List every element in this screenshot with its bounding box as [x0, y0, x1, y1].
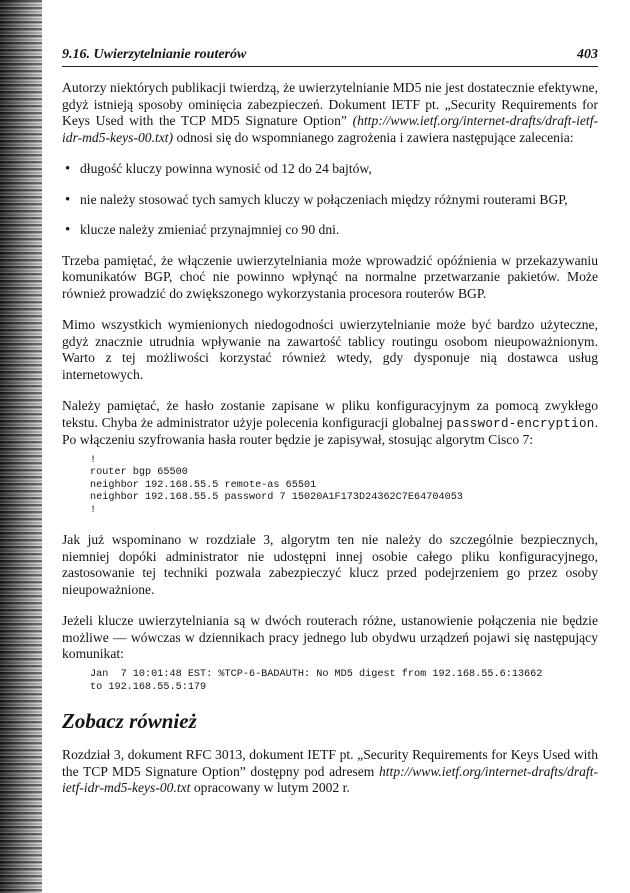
paragraph-text: . Po włączeniu szyfrowania hasła router będzie je zapisywał, stosując algorytm Cisco 7: — [62, 414, 598, 447]
page-header — [62, 44, 598, 67]
page-content — [62, 80, 598, 812]
page-number: 403 — [577, 47, 598, 62]
list-item: • klucze należy zmieniać przynajmniej co 90 dni. — [62, 222, 598, 239]
paragraph-text: odnosi się do wspomnianego zagrożenia i zawiera następujące zalecenia: — [176, 129, 574, 145]
inline-command: password-encryption — [446, 416, 595, 431]
paragraph-password-storage — [62, 398, 598, 449]
paragraph-md5-intro — [62, 80, 598, 146]
list-item: • nie należy stosować tych samych kluczy w połączeniach między różnymi routerami BGP, — [62, 192, 598, 209]
config-code-block: ! router bgp 65500 neighbor 192.168.55.5 remote-as 65501 neighbor 192.168.55.5 password 7 15020A1F173D24362C7E64704053 ! — [90, 454, 463, 516]
book-binding-shadow — [0, 0, 42, 893]
paragraph-delays: Trzeba pamiętać, że włączenie uwierzytelniania może wprowadzić opóźnienia w przekazywaniu komunikatów BGP, choć nie powinno wpłynąć na normalne przetwarzanie pakietów. Może również prowadzić do zwiększonego wykorzystania procesora routerów BGP. — [62, 252, 598, 301]
paragraph-text: Rozdział 3, dokument RFC 3013, dokument IETF pt. „Security Requirements for Keys Used with the TCP MD5 Signature Option” dostępny pod adresem — [62, 747, 598, 779]
paragraph-text: opracowany w lutym 2002 r. — [193, 780, 350, 796]
ietf-draft-url: (http://www.ietf.org/internet-drafts/draft-ietf-idr-md5-keys-00.txt) — [62, 113, 598, 145]
log-code-block: Jan 7 10:01:48 EST: %TCP-6-BADAUTH: No MD5 digest from 192.168.55.6:13662 to 192.168.55.5:179 — [90, 668, 543, 693]
section-heading: Zobacz również — [62, 709, 197, 734]
ietf-draft-url: http://www.ietf.org/internet-drafts/draft-ietf-idr-md5-keys-00.txt — [62, 763, 598, 796]
paragraph-algorithm: Jak już wspominano w rozdziale 3, algorytm ten nie należy do szczególnie bezpiecznych, niemniej dopóki administrator nie udostępni innej osobie całego pliku konfiguracyjnego, zastosowanie tej techniki pozwala zabezpieczyć klucz przed podejrzeniem go przez osoby nieupoważnione. — [62, 532, 598, 597]
running-head: 9.16. Uwierzytelnianie routerów — [62, 47, 247, 62]
paragraph-see-also — [62, 747, 598, 797]
paragraph-key-mismatch: Jeżeli klucze uwierzytelniania są w dwóch routerach różne, ustanowienie połączenia nie będzie możliwe — wówczas w dziennikach pracy jednego lub obydwu urządzeń pojawi się następujący komunikat: — [62, 613, 598, 662]
paragraph-text: Autorzy niektórych publikacji twierdzą, że uwierzytelnianie MD5 nie jest dostatecznie efektywne, gdyż istnieją sposoby ominięcia zabezpieczeń. Dokument IETF pt. „Security Requirements for Keys Used with the TCP MD5 Signature Option” — [62, 80, 598, 128]
recommendations-list — [62, 161, 598, 239]
paragraph-text: Należy pamiętać, że hasło zostanie zapisane w pliku konfiguracyjnym za pomocą zwykłego tekstu. Chyba że administrator użyje polecenia konfiguracji globalnej — [62, 398, 598, 430]
list-item: • długość kluczy powinna wynosić od 12 do 24 bajtów, — [62, 161, 598, 178]
paragraph-usefulness: Mimo wszystkich wymienionych niedogodności uwierzytelnianie może być bardzo użyteczne, gdyż znacznie utrudnia wpływanie na zawartość tablicy routingu osobom nieupoważnionym. Warto z tej możliwości korzystać również wtedy, gdy dysponuje nią dostawca usług internetowych. — [62, 317, 598, 382]
